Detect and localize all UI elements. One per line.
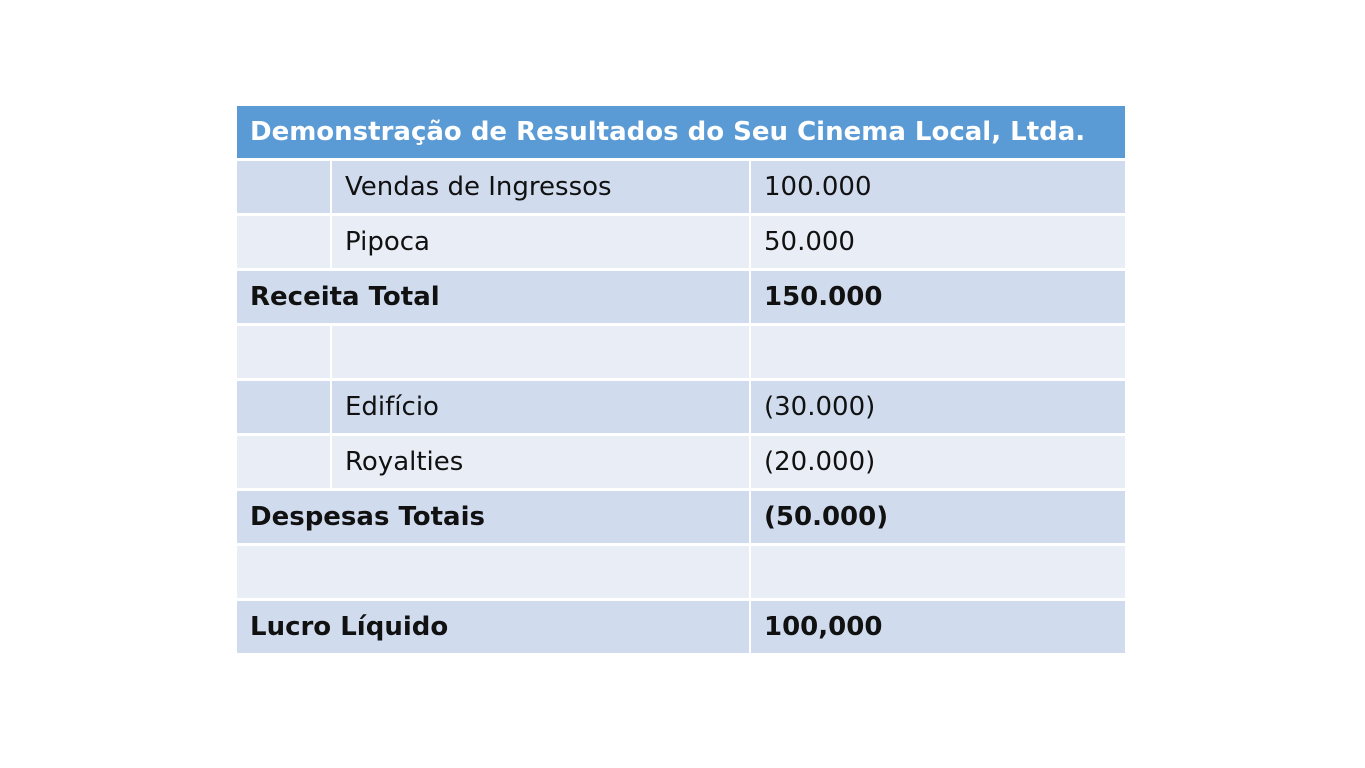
indent-cell <box>237 436 332 488</box>
indent-cell <box>237 216 332 268</box>
row-value: 100.000 <box>764 172 872 202</box>
table-row <box>237 213 1125 268</box>
row-value <box>751 546 1125 598</box>
row-value: (30.000) <box>764 392 876 422</box>
indent-cell <box>237 381 332 433</box>
row-label: Lucro Líquido <box>237 601 751 653</box>
row-value: (20.000) <box>764 447 876 477</box>
row-value: 100,000 <box>764 612 883 642</box>
table-row-total <box>237 268 1125 323</box>
row-value <box>751 326 1125 378</box>
row-value: (50.000) <box>764 502 889 532</box>
row-label: Receita Total <box>237 271 751 323</box>
row-label <box>332 326 751 378</box>
table-row-total <box>237 598 1125 653</box>
row-label: Royalties <box>332 436 751 488</box>
row-label: Vendas de Ingressos <box>332 161 751 213</box>
row-label <box>237 546 751 598</box>
table-row <box>237 433 1125 488</box>
table-row-empty <box>237 323 1125 378</box>
row-value: 150.000 <box>764 282 883 312</box>
table-row <box>237 378 1125 433</box>
row-label: Despesas Totais <box>237 491 751 543</box>
row-label: Edifício <box>332 381 751 433</box>
row-label: Pipoca <box>332 216 751 268</box>
indent-cell <box>237 326 332 378</box>
indent-cell <box>237 161 332 213</box>
table-row-empty <box>237 543 1125 598</box>
income-statement-table <box>237 106 1125 653</box>
table-row-total <box>237 488 1125 543</box>
table-row <box>237 158 1125 213</box>
row-value: 50.000 <box>764 227 855 257</box>
table-title: Demonstração de Resultados do Seu Cinema Local, Ltda. <box>237 106 1125 158</box>
